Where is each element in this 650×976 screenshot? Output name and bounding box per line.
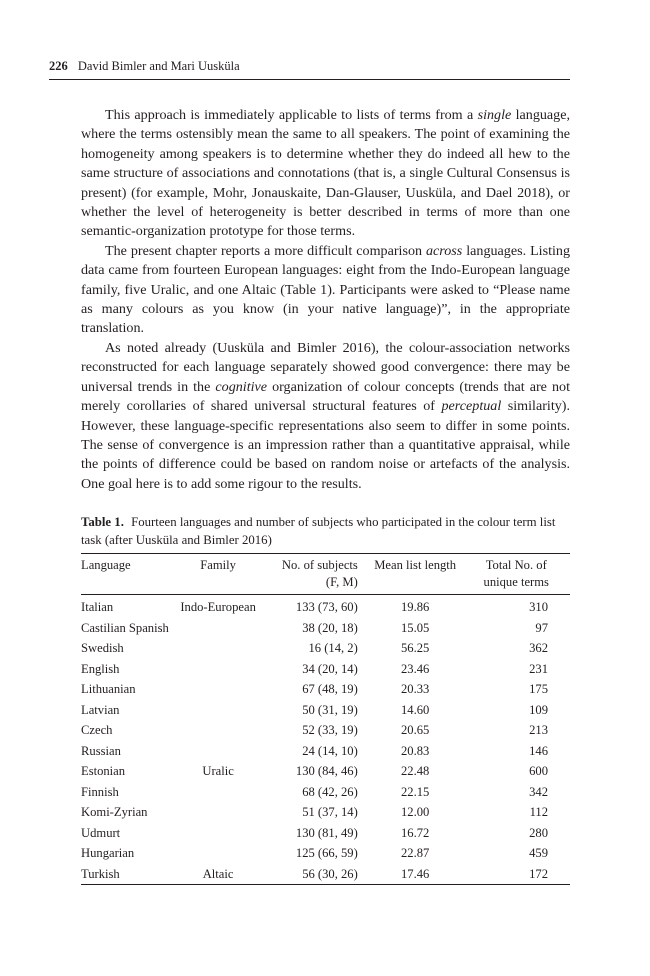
col-subjects-cell: 125 (66, 59): [295, 846, 358, 860]
col-family-cell: Indo-European: [180, 600, 256, 614]
col-total-terms-cell: 146: [529, 743, 548, 758]
table-row: [81, 595, 570, 618]
col-language-cell: Castilian Spanish: [81, 620, 169, 635]
running-head-authors: David Bimler and Mari Uusküla: [77, 59, 240, 73]
col-subjects-cell: 34 (20, 14): [302, 661, 358, 676]
col-family-cell: [178, 659, 257, 680]
running-header: [49, 57, 570, 80]
col-subjects-header: [258, 554, 368, 595]
col-mean-length-cell: 23.46: [400, 661, 430, 676]
col-total-terms-header: [463, 554, 570, 595]
col-language-cell: Finnish: [81, 784, 119, 799]
table-row: [81, 720, 570, 741]
col-language-cell: Turkish: [81, 864, 178, 885]
table-row: [81, 679, 570, 700]
table-header-row: [81, 554, 570, 595]
col-total-terms-cell: 342: [529, 784, 548, 799]
col-mean-length-cell: 22.48: [400, 764, 430, 778]
paragraph: [81, 106, 570, 242]
col-family-cell: [178, 741, 257, 762]
col-language-cell: Udmurt: [81, 825, 121, 840]
header-line: Mean list length: [374, 558, 457, 572]
col-family-cell: [178, 700, 257, 721]
col-total-terms-cell: 175: [529, 682, 548, 696]
col-subjects-cell: 130 (84, 46): [295, 764, 358, 778]
col-family-cell: [178, 638, 257, 659]
table-row: [81, 843, 570, 864]
col-family-cell: [178, 782, 257, 803]
text-run: similarity). However, these language-specific representations also seem to differ in some points. The sense of convergence is an impression rather than a quantitative appraisal, while the points of difference could be based on random noise or artefacts of the analysis. One goal here is to add some rigour to the results.: [81, 398, 571, 492]
paragraph: [81, 242, 570, 339]
col-language-cell: Hungarian: [81, 846, 135, 860]
table-caption-text: Fourteen languages and number of subjects who participated in the colour term list task (after Uusküla and Bimler 2016): [81, 515, 556, 547]
col-total-terms-cell: 600: [529, 764, 548, 778]
text-run: languages. Listing data came from fourteen European languages: eight from the Indo-European language family, five Uralic, and one Altaic (Table 1). Participants were asked to “Please name as many colours as you know (in your native language)”, in the appropriate translation.: [81, 242, 571, 337]
table-row: [81, 802, 570, 823]
col-family-header: [178, 554, 257, 595]
header-line: (F, M): [325, 575, 358, 589]
col-mean-length-cell: 22.15: [400, 784, 430, 799]
col-total-terms-cell: 172: [463, 864, 570, 885]
text-run: language, where the terms ostensibly mean the same to all speakers. The point of examining the homogeneity among speakers is to determine whether they do indeed all hew to the same structure of associations and connotations (that is, a single Cultural Consensus is present) (for example, Mohr, Jonauskaite, Dan-Glauser, Uusküla, and Dael 2018), or whether the level of heterogeneity is better described in terms of more than one semantic-organization prototype for those terms.: [81, 107, 570, 240]
col-language-cell: Komi-Zyrian: [81, 805, 148, 819]
col-language-cell: English: [81, 661, 120, 676]
col-subjects-cell: 67 (48, 19): [302, 682, 358, 696]
col-language-cell: Czech: [81, 723, 113, 737]
paragraph: [81, 339, 570, 494]
header-line: unique terms: [483, 575, 549, 589]
italic-run: across: [426, 242, 463, 259]
col-subjects-cell: 52 (33, 19): [302, 723, 358, 737]
col-mean-length-header: [368, 554, 463, 595]
table-row: [81, 761, 570, 782]
col-mean-length-cell: 20.83: [400, 743, 430, 758]
header-line: Family: [200, 558, 236, 572]
body-text: [81, 106, 570, 494]
col-language-header: [81, 554, 178, 595]
col-mean-length-cell: 15.05: [400, 620, 430, 635]
col-subjects-cell: 68 (42, 26): [302, 784, 358, 799]
table-row: [81, 659, 570, 680]
col-mean-length-cell: 20.65: [400, 723, 430, 737]
col-total-terms-cell: 112: [529, 805, 548, 819]
text-run: The present chapter reports a more difficult comparison: [105, 242, 426, 259]
italic-run: perceptual: [441, 398, 502, 415]
col-mean-length-cell: 16.72: [400, 825, 430, 840]
col-total-terms-cell: 97: [535, 620, 548, 635]
col-subjects-cell: 130 (81, 49): [295, 825, 358, 840]
header-line: No. of subjects: [281, 558, 358, 572]
page-number: 226: [49, 59, 68, 73]
col-language-cell: Russian: [81, 743, 121, 758]
col-total-terms-cell: 109: [529, 702, 548, 717]
col-language-cell: Latvian: [81, 702, 120, 717]
col-language-cell: Estonian: [81, 764, 126, 778]
col-subjects-cell: 51 (37, 14): [302, 805, 358, 819]
table-row: [81, 823, 570, 844]
col-subjects-cell: 38 (20, 18): [302, 620, 358, 635]
col-total-terms-cell: 362: [529, 641, 548, 655]
col-mean-length-cell: 17.46: [368, 864, 463, 885]
col-family-cell: [178, 679, 257, 700]
col-mean-length-cell: 14.60: [400, 702, 430, 717]
col-subjects-cell: 133 (73, 60): [295, 600, 358, 614]
col-total-terms-cell: 231: [529, 661, 548, 676]
data-table: [81, 553, 570, 885]
col-family-cell: [178, 618, 257, 639]
text-run: This approach is immediately applicable to lists of terms from a: [105, 107, 478, 123]
col-language-cell: Swedish: [81, 641, 124, 655]
header-line: Language: [81, 558, 131, 572]
col-total-terms-cell: 280: [529, 825, 548, 840]
italic-run: cognitive: [215, 378, 268, 395]
col-family-cell: [178, 843, 257, 864]
col-subjects-cell: 50 (31, 19): [302, 702, 358, 717]
col-total-terms-cell: 213: [529, 723, 548, 737]
col-mean-length-cell: 19.86: [400, 600, 430, 614]
col-family-cell: Altaic: [178, 864, 257, 885]
text-run: As noted already (Uusküla and Bimler 2016), the colour-association networks reconstructed for each language separately showed good convergence: there may be universal trends in the: [81, 339, 570, 395]
table-caption: [81, 513, 570, 549]
table-row: [81, 741, 570, 762]
italic-run: single: [477, 107, 512, 123]
table-caption-label: Table 1.: [81, 515, 124, 529]
col-language-cell: Lithuanian: [81, 682, 136, 696]
col-subjects-cell: 24 (14, 10): [302, 743, 358, 758]
col-language-cell: Italian: [81, 600, 114, 614]
table-body: [81, 595, 570, 885]
table-row: [81, 618, 570, 639]
table-row: [81, 638, 570, 659]
col-subjects-cell: 16 (14, 2): [308, 641, 358, 655]
col-family-cell: Uralic: [202, 764, 234, 778]
col-family-cell: [178, 823, 257, 844]
table-1: [81, 513, 570, 885]
header-line: Total No. of: [485, 558, 547, 572]
col-total-terms-cell: 459: [529, 846, 548, 860]
col-mean-length-cell: 20.33: [400, 682, 430, 696]
col-mean-length-cell: 12.00: [400, 805, 430, 819]
col-subjects-cell: 56 (30, 26): [258, 864, 368, 885]
table-row: [81, 864, 570, 885]
col-total-terms-cell: 310: [529, 600, 548, 614]
text-run: organization of colour concepts (trends that are not merely corollaries of shared universal structural features of: [81, 378, 570, 415]
table-row: [81, 700, 570, 721]
col-mean-length-cell: 22.87: [400, 846, 430, 860]
col-family-cell: [178, 720, 257, 741]
col-family-cell: [178, 802, 257, 823]
table-row: [81, 782, 570, 803]
col-mean-length-cell: 56.25: [400, 641, 430, 655]
